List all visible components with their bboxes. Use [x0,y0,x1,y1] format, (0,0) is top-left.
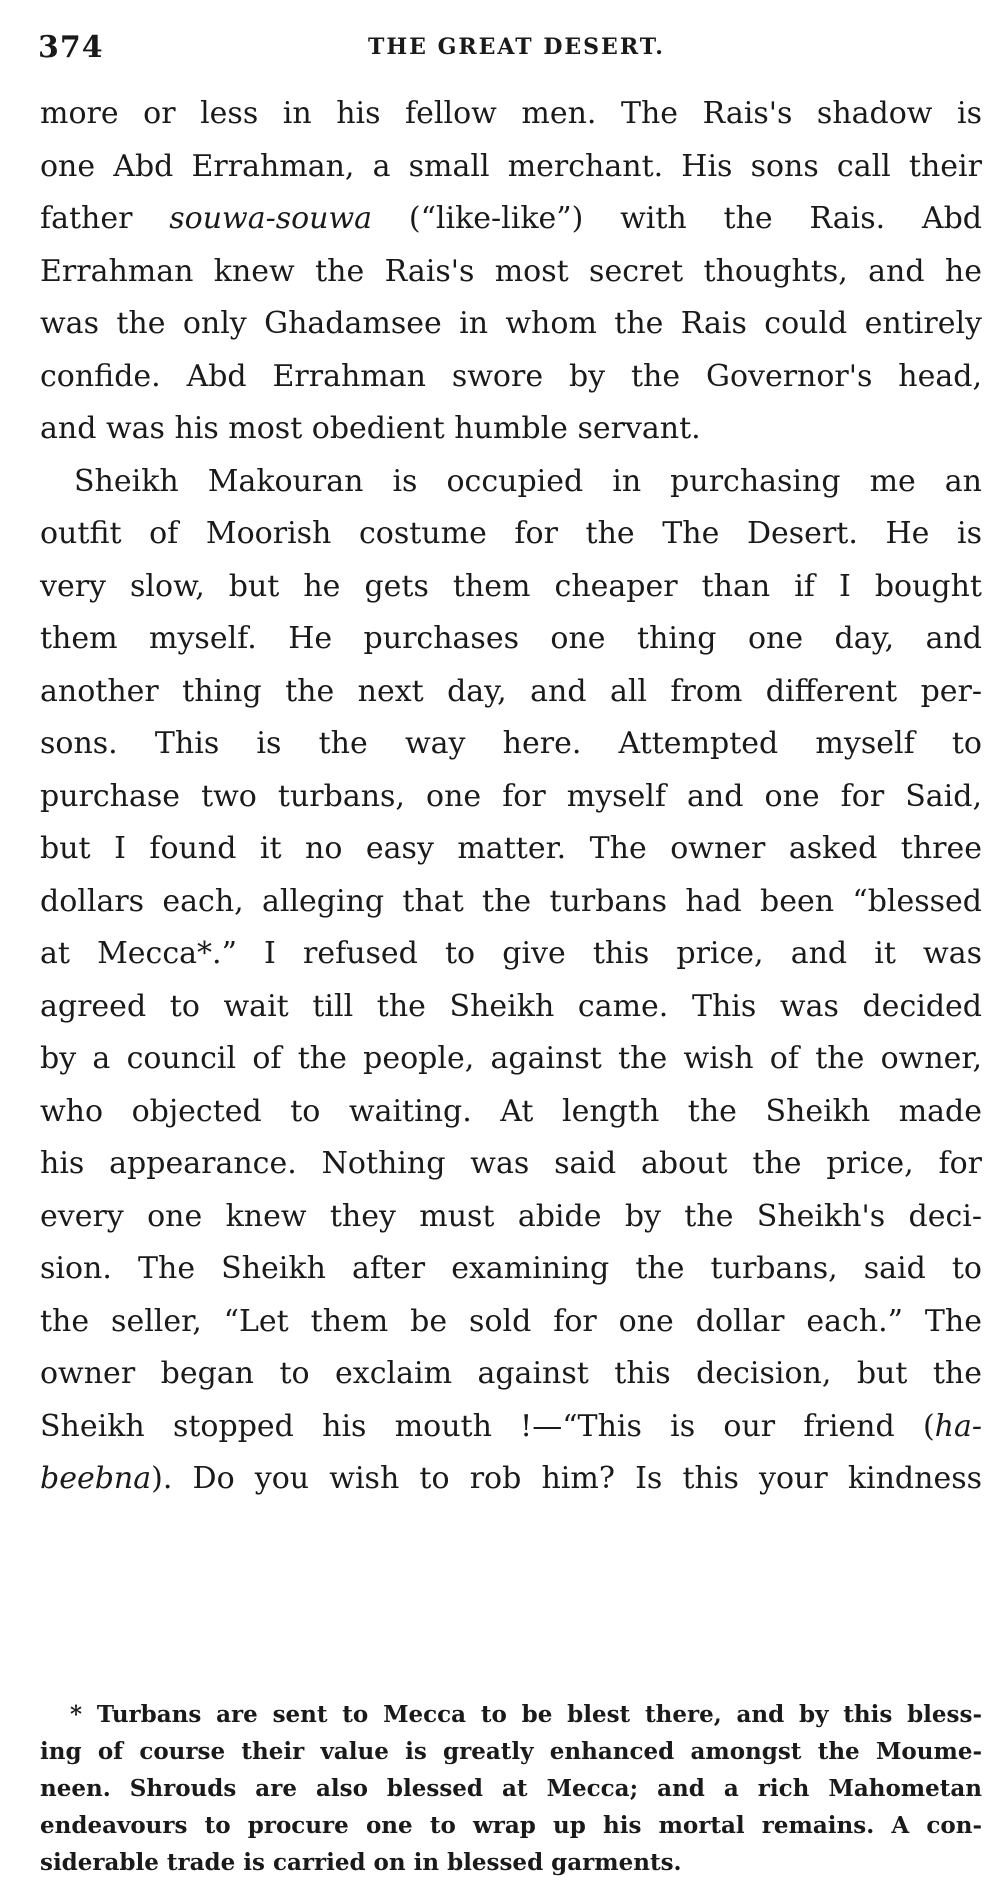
text-line: beebna). Do you wish to rob him? Is this your kindness [40,1461,982,1496]
body-text [40,88,982,1506]
text-line: Sheikh Makouran is occupied in purchasing me an [74,463,982,499]
text-line: father souwa-souwa (“like-like”) with the Rais. Abd [40,201,983,236]
text-line: and was his most obedient humble servant. [40,411,701,446]
page-number: 374 [38,30,104,65]
text-line: confide. Abd Errahman swore by the Governor's head, [40,358,982,394]
footnote-line: siderable trade is carried on in blessed garments. [40,1849,682,1876]
footnote [40,1696,982,1881]
text-line: at Mecca*.” I refused to give this price, and it was [40,936,982,971]
text-line: one Abd Errahman, a small merchant. His sons call their [40,148,982,184]
text-line: was the only Ghadamsee in whom the Rais could entirely [40,306,982,341]
italic-term: souwa-souwa [169,201,373,236]
text-line: who objected to waiting. At length the Sheikh made [40,1093,982,1129]
italic-term: beebna [40,1461,152,1496]
text-line: very slow, but he gets them cheaper than if I bought [40,568,982,604]
text-line: them myself. He purchases one thing one day, and [40,621,982,656]
text-line: sion. The Sheikh after examining the turbans, said to [40,1251,982,1286]
text-line: dollars each, alleging that the turbans had been “blessed [40,883,982,919]
text-line: by a council of the people, against the wish of the owner, [40,1041,982,1076]
text-line: agreed to wait till the Sheikh came. This was decided [40,988,982,1024]
italic-term: ha- [934,1408,982,1444]
text-line: Errahman knew the Rais's most secret thoughts, and he [40,253,982,289]
text-line: Sheikh stopped his mouth !—“This is our friend (ha- [40,1408,982,1444]
text-line: the seller, “Let them be sold for one dollar each.” The [40,1303,982,1339]
page-header [38,30,990,80]
text-line: every one knew they must abide by the Sheikh's deci- [40,1198,982,1234]
footnote-line: ing of course their value is greatly enhanced amongst the Moume- [40,1738,982,1765]
footnote-line: * Turbans are sent to Mecca to be blest there, and by this bless- [70,1701,982,1728]
text-line: owner began to exclaim against this decision, but the [40,1356,982,1391]
text-line: purchase two turbans, one for myself and one for Said, [40,778,982,814]
footnote-line: neen. Shrouds are also blessed at Mecca; and a rich Mahometan [40,1775,982,1802]
text-line: his appearance. Nothing was said about the price, for [40,1146,982,1181]
text-line: sons. This is the way here. Attempted myself to [40,726,982,761]
footnote-line: endeavours to procure one to wrap up his mortal remains. A con- [40,1812,982,1839]
text-line: but I found it no easy matter. The owner asked three [40,831,982,866]
running-title: THE GREAT DESERT. [368,34,665,60]
text-line: more or less in his fellow men. The Rais's shadow is [40,96,982,131]
text-line: outfit of Moorish costume for the The Desert. He is [40,516,982,551]
text-line: another thing the next day, and all from different per- [40,673,982,709]
